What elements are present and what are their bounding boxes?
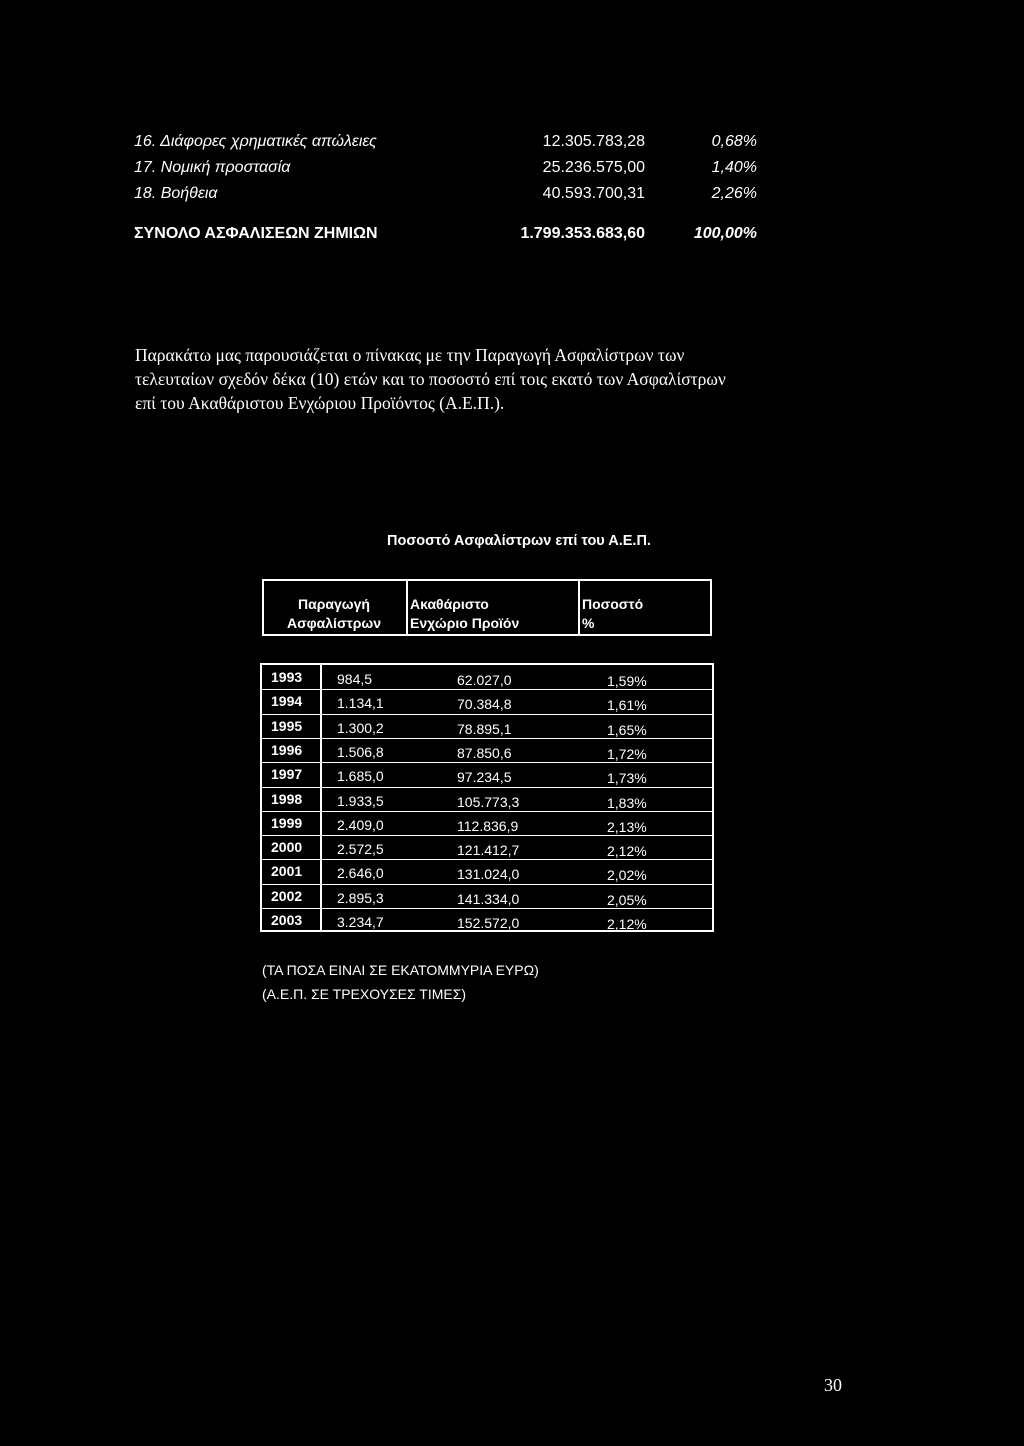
row-separator [262, 859, 712, 860]
loss-label: 18. Βοήθεια [134, 185, 218, 202]
table-row [262, 689, 712, 713]
row-separator [262, 884, 712, 885]
header-line: Ποσοστό [582, 596, 644, 612]
row-premiums: 1.134,1 [337, 695, 384, 712]
row-premiums: 984,5 [337, 671, 373, 687]
row-premiums: 1.685,0 [337, 768, 384, 785]
data-table [260, 663, 714, 932]
loss-percent: 1,40% [711, 159, 757, 176]
loss-total [0, 225, 1024, 245]
row-premiums: 1.300,2 [337, 719, 384, 736]
row-percent: 2,12% [607, 916, 647, 932]
intro-line: τελευταίων σχεδόν δέκα (10) ετών και το ποσοστό επί τοις εκατό των Ασφαλίστρων [135, 369, 726, 389]
row-gdp: 78.895,1 [457, 720, 512, 737]
header-line: Ακαθάριστο [410, 596, 489, 612]
table-row [262, 884, 712, 908]
total-amount: 1.799.353.683,60 [520, 225, 645, 242]
table-row [262, 714, 712, 738]
loss-item [0, 185, 1024, 205]
row-gdp: 141.334,0 [457, 890, 520, 907]
table-row [262, 908, 712, 932]
row-separator [262, 714, 712, 715]
loss-amount: 40.593.700,31 [542, 185, 645, 202]
table-row [262, 835, 712, 859]
loss-item [0, 159, 1024, 179]
row-year: 1995 [271, 717, 303, 734]
table-row [262, 787, 712, 811]
row-year: 1997 [271, 766, 303, 783]
table-row [262, 762, 712, 786]
row-percent: 2,02% [607, 867, 647, 884]
row-gdp: 131.024,0 [457, 866, 520, 883]
row-year: 2001 [271, 863, 303, 880]
row-premiums: 2.409,0 [337, 816, 384, 833]
row-separator [262, 908, 712, 909]
row-premiums: 1.933,5 [337, 792, 384, 809]
loss-amount: 25.236.575,00 [542, 159, 645, 176]
row-percent: 1,65% [607, 721, 647, 738]
row-percent: 1,72% [607, 745, 647, 762]
loss-percent: 2,26% [711, 185, 757, 202]
row-separator [262, 811, 712, 812]
total-percent: 100,00% [693, 225, 757, 242]
loss-label: 16. Διάφορες χρηματικές απώλειες [134, 133, 377, 150]
row-gdp: 70.384,8 [457, 696, 512, 713]
table-row [262, 811, 712, 835]
row-gdp: 152.572,0 [457, 915, 520, 931]
row-percent: 2,12% [607, 843, 647, 860]
row-percent: 2,05% [607, 891, 647, 908]
intro-paragraph [135, 343, 855, 415]
loss-item [0, 133, 1024, 153]
total-label: ΣΥΝΟΛΟ ΑΣΦΑΛΙΣΕΩΝ ΖΗΜΙΩΝ [134, 225, 378, 242]
row-premiums: 2.646,0 [337, 865, 384, 882]
header-percent [582, 595, 643, 633]
row-premiums: 2.895,3 [337, 889, 384, 906]
row-year: 2002 [271, 887, 303, 904]
loss-percent: 0,68% [711, 133, 757, 150]
page-number: 30 [824, 1375, 842, 1395]
header-line: Παραγωγή [298, 596, 370, 612]
row-year: 1993 [271, 669, 303, 685]
row-gdp: 112.836,9 [457, 817, 519, 834]
row-year: 2003 [271, 912, 303, 928]
row-separator [262, 762, 712, 763]
row-separator [262, 835, 712, 836]
row-year: 1996 [271, 741, 303, 758]
table-row [262, 859, 712, 883]
row-gdp: 105.773,3 [457, 793, 520, 810]
row-gdp: 97.234,5 [457, 769, 512, 786]
row-separator [262, 738, 712, 739]
row-gdp: 62.027,0 [457, 672, 512, 688]
row-separator [262, 787, 712, 788]
table-title: Ποσοστό Ασφαλίστρων επί του Α.Ε.Π. [387, 533, 651, 549]
intro-line: Παρακάτω μας παρουσιάζεται ο πίνακας με την Παραγωγή Ασφαλίστρων των [135, 345, 685, 365]
units-note: (ΤΑ ΠΟΣΑ ΕΙΝΑΙ ΣΕ ΕΚΑΤΟΜΜΥΡΙΑ ΕΥΡΩ) [262, 962, 539, 978]
row-gdp: 87.850,6 [457, 744, 512, 761]
header-divider [578, 581, 580, 634]
row-premiums: 1.506,8 [337, 743, 384, 760]
row-percent: 2,13% [607, 818, 647, 835]
loss-label: 17. Νομική προστασία [134, 159, 291, 176]
prices-note: (Α.Ε.Π. ΣΕ ΤΡΕΧΟΥΣΕΣ ΤΙΜΕΣ) [262, 986, 467, 1002]
row-percent: 1,83% [607, 794, 647, 811]
row-gdp: 121.412,7 [457, 842, 520, 859]
row-percent: 1,73% [607, 770, 647, 787]
row-premiums: 2.572,5 [337, 841, 384, 858]
table-row [262, 738, 712, 762]
header-line: % [582, 615, 595, 631]
loss-amount: 12.305.783,28 [542, 133, 645, 150]
header-divider [406, 581, 408, 634]
row-year: 1998 [271, 790, 303, 807]
row-year: 1999 [271, 814, 303, 831]
header-premiums [274, 595, 394, 633]
table-row [262, 665, 712, 689]
row-year: 2000 [271, 839, 303, 856]
row-year: 1994 [271, 693, 303, 710]
header-line: Ενχώριο Προϊόν [410, 615, 520, 631]
intro-line: επί του Ακαθάριστου Ενχώριου Προϊόντος (Α.Ε.Π.). [135, 393, 505, 413]
row-separator [262, 689, 712, 690]
row-percent: 1,61% [607, 697, 647, 714]
header-line: Ασφαλίστρων [286, 615, 382, 631]
row-percent: 1,59% [607, 673, 647, 689]
row-premiums: 3.234,7 [337, 914, 384, 930]
table-header [262, 579, 712, 636]
header-gdp [410, 595, 519, 633]
